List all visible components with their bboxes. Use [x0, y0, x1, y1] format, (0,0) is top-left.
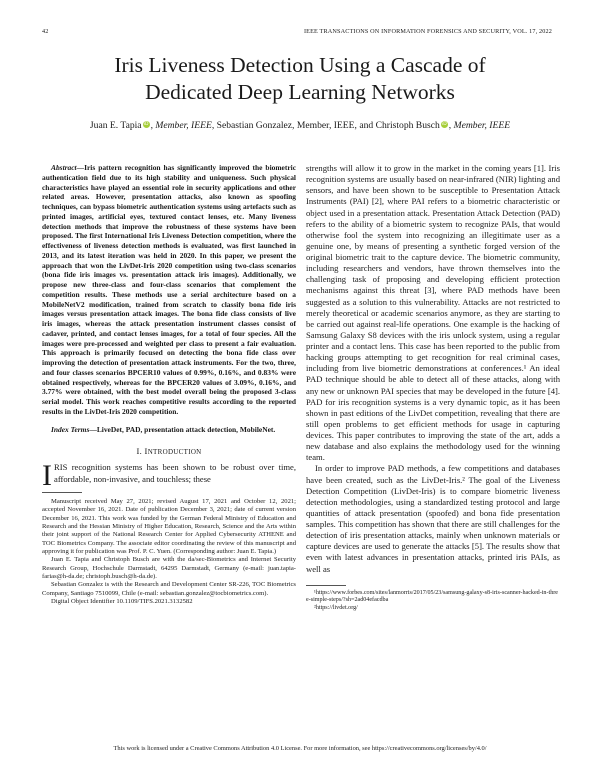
intro-paragraph [42, 459, 296, 493]
footnote-divider [306, 585, 346, 586]
affiliation-footnote: Juan E. Tapia and Christoph Busch are with the da/sec-Biometrics and Internet Security Research Group, Hochschule Darmstadt, 64295 Darmstadt, Germany (e-mail: juan.tapia-farias@h-da.de; christoph.busch@h-da.de). [42, 556, 296, 580]
body-paragraph: In order to improve PAD methods, a few competitions and databases have been created, such as the LivDet-Iris.² The goal of the Liveness Detection Competition (LivDet-Iris) is to compare biometric liveness detection methodologies, using a standardized testing protocol and large quantities of attack presentation (spoofed) and bona fide presentation samples. This competition has shown that there are still challenges for the detection of iris presentation attacks, mainly when unknown materials or capture devices are used to generate the attacks [5]. The results show that even with latest advances in presentation attacks, printed iris PAIs, as well as [306, 463, 560, 574]
intro-text: recognition systems has been shown to be robust over time, affordable, non-invasive, and touchless; these [54, 462, 296, 484]
paper-title [40, 52, 560, 106]
url-footnote[interactable]: ²https://livdet.org/ [314, 604, 358, 611]
intro-caps: RIS [54, 462, 68, 473]
abstract-text: —Iris pattern recognition has significantly improved the biometric authentication field due to its high stability and uniqueness. Such physical characteristics have played an essential role in security applications and other related areas. However, presentation attacks, also known as spoofing techniques, can bypass biometric authentication systems using artefacts such as printed images, artificial eyes, textured contact lenses, etc. Many liveness detection methods that improve the robustness of these systems have been proposed. The first International Iris Liveness Detection competition, where the effectiveness of liveness detection methods is evaluated, was first launched in 2013, and its latest iteration was held in 2020. In this paper, we present the approach that won the LivDet-Iris 2020 competition using two-class scenarios (bona fide iris images vs. presentation attack iris images). Additionally, we propose new three-class and four-class scenarios that complement the competition results. These methods use a serial architecture based on a MobileNetV2 modification, trained from scratch to classify bona fide iris images versus presentation attack images. The bona fide class consists of live iris images, whereas the attack presentation instrument classes consist of cadaver, printed, and contact lenses images, for a total of four species. All the images were pre-processed and weighted per class to present a fair evaluation. This approach is primarily focused on detecting the bona fide class over improving the detection of presentation attack instruments. For the two, three, and four classes scenarios BPCER10 values of 0.99%, 0.16%, and 0.83% were obtained respectively, whereas for the BPCER20 values of 3.09%, 0.16%, and 3.77% were obtained, with the best model overall being the proposed 3-class serial model. This work reaches competitive results according to the reported results in the LivDet-Iris 2020 competition. [42, 163, 296, 416]
affiliation-footnote: Sebastian Gonzalez is with the Research and Development Center SR-226, TOC Biometrics Company, Santiago 7510099, Chile (e-mail: sebastian.gonzalez@tocbiometrics.com). [42, 581, 296, 597]
author-list [40, 120, 560, 131]
orcid-icon[interactable]: iD [143, 122, 149, 127]
license-notice: This work is licensed under a Creative Commons Attribution 4.0 License. For more information, see https://creativecommons.org/licenses/by/4.0/ [113, 745, 487, 752]
author-3-name: , and Christoph Busch [354, 120, 440, 131]
index-terms [42, 425, 296, 435]
section-heading-introduction [42, 446, 296, 456]
author-2: , Sebastian Gonzalez, Member, IEEE [211, 120, 355, 131]
right-column [306, 163, 560, 612]
journal-name: IEEE TRANSACTIONS ON INFORMATION FORENSICS AND SECURITY, VOL. 17, 2022 [303, 28, 552, 35]
page-number: 42 [42, 28, 49, 35]
running-header [42, 28, 552, 38]
drop-cap: I [42, 459, 52, 493]
section-numeral: I. I [136, 446, 148, 457]
body-paragraph: strengths will allow it to grow in the market in the coming years [1]. Iris recognition systems are usually based on near-infrared (NIR) lighting and sensors, and have been shown to be susceptible to Presentation Attack Instruments (PAI) [2], where PAI refers to a biometric characteristic or object used in a presentation attack. Presentation Attack Detection (PAD) refers to the ability of a biometric system to recognize PAIs, that would otherwise fool the system into recognizing an illegitimate user as a genuine one, by means of presenting a synthetic forged version of the original biometric trait to the capture device. The biometric community, including researchers and vendors, have thrown themselves into the challenging task of proposing and developing efficient protection mechanisms against this threat [3], where PAD methods have been suggested as a solution to this vulnerability. Attacks are not restricted to merely theoretical or academic scenarios anymore, as they are starting to be carried out against real-life operations. One example is the hacking of Samsung Galaxy S8 devices with the iris unlock system, using a regular printer and a contact lens. This case has been reported to the public from hacking groups attempting to get recognition for real criminal cases, including from live biometric demonstrations at conferences.¹ An ideal PAD technique should be able to detect all of these attacks, along with any new or unknown PAI species that may be developed in the future [4]. PAD for iris recognition systems is a very dynamic topic, as it has been shown in past editions of the LivDet competition, revealing that there are still open problems to get efficient methods for usage in capturing devices. This paper contributes to improving the state of the art, adds a new database and also explains the methodology used for the winning team. [306, 163, 560, 463]
title-line-1: Iris Liveness Detection Using a Cascade of [114, 53, 486, 77]
author-3-role: , Member, IEEE [448, 120, 511, 131]
url-footnote[interactable]: ¹https://www.forbes.com/sites/lanmorris/2017/05/23/samsung-galaxy-s8-iris-scanner-hacked-in-three-simple-steps/?sh=2ad04efacdba [306, 589, 558, 604]
section-name: NTRODUCTION [147, 448, 202, 457]
abstract-label: Abstract [51, 163, 77, 172]
manuscript-footnote: Manuscript received May 27, 2021; revised August 17, 2021 and October 12, 2021; accepted November 16, 2021. Date of publication December 3, 2021; date of current version December 16, 2021. This work was funded by the German Federal Ministry of Education and Research and the Hessian Ministry of Higher Education, Research, Science and the Arts within their joint support of the National Research Center for Applied Cybersecurity ATHENE and TOC Biometrics Company. The associate editor coordinating the review of this manuscript and approving it for publication was Prof. P. C. Yuen. (Corresponding author: Juan E. Tapia.) [42, 497, 296, 555]
index-terms-text: —LiveDet, PAD, presentation attack detection, MobileNet. [89, 424, 276, 434]
orcid-icon[interactable]: iD [441, 122, 447, 127]
index-terms-label: Index Terms [51, 424, 90, 434]
title-line-2: Dedicated Deep Learning Networks [145, 80, 455, 104]
abstract [42, 163, 296, 417]
doi-footnote: Digital Object Identifier 10.1109/TIFS.2021.3132582 [51, 597, 193, 605]
author-1-role: , Member, IEEE [150, 120, 212, 131]
left-column [42, 163, 296, 606]
author-1-name: Juan E. Tapia [89, 120, 142, 131]
